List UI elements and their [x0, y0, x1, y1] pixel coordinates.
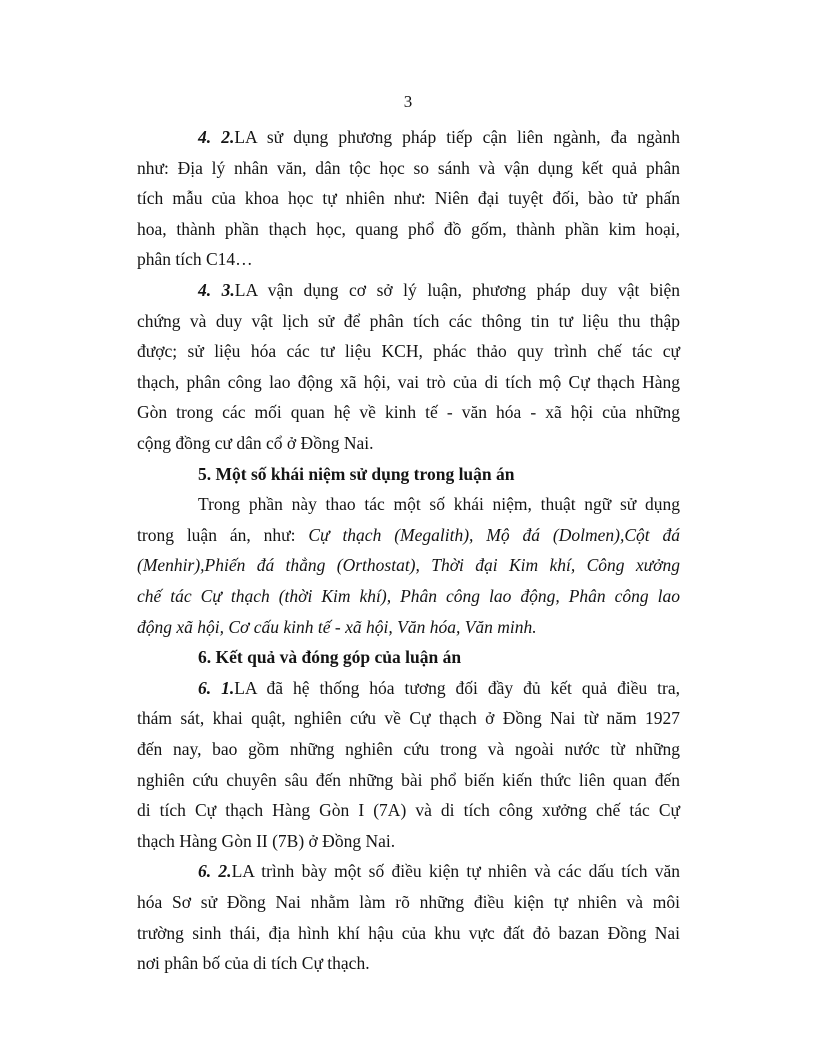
line-text: nghiên cứu chuyên sâu đến những bài phổ biến kiến thức liên quan đến [137, 769, 680, 790]
text-line [198, 126, 680, 148]
line-text: LA sử dụng phương pháp tiếp cận liên ngành, đa ngành [234, 127, 681, 147]
line-text: 6. Kết quả và đóng góp của luận án [198, 647, 462, 668]
text-line [137, 187, 680, 209]
item-number: 4. 3. [198, 280, 235, 300]
line-text: LA trình bày một số điều kiện tự nhiên và các dấu tích văn [231, 861, 681, 882]
line-text: di tích Cự thạch Hàng Gòn I (7A) và di tích công xưởng chế tác Cự [137, 800, 680, 821]
line-text: nơi phân bố của di tích Cự thạch. [137, 953, 370, 974]
line-text: như: Địa lý nhân văn, dân tộc học so sánh và vận dụng kết quả phân [137, 157, 680, 178]
text-line [137, 707, 680, 729]
text-line [137, 769, 680, 791]
text-line [137, 952, 370, 974]
line-text: thạch Hàng Gòn II (7B) ở Đồng Nai. [137, 830, 396, 851]
text-line [137, 830, 395, 852]
line-text: Trong phần này thao tác một số khái niệm, thuật ngữ sử dụng [198, 494, 680, 515]
section-heading [198, 646, 461, 668]
text-line [137, 310, 680, 332]
line-text: cộng đồng cư dân cổ ở Đồng Nai. [137, 433, 374, 453]
item-number: 6. 2. [198, 861, 232, 882]
line-text: Gòn trong các mối quan hệ về kinh tế - văn hóa - xã hội của những [137, 402, 680, 423]
line-text: chứng và duy vật lịch sử để phân tích các thông tin tư liệu thu thập [137, 310, 680, 331]
line-text: trường sinh thái, địa hình khí hậu của khu vực đất đỏ bazan Đồng Nai [137, 922, 680, 943]
text-line [198, 279, 680, 301]
line-text: phân tích C14… [137, 249, 253, 270]
text-line [137, 248, 253, 270]
text-line [137, 371, 680, 393]
text-line [137, 922, 680, 944]
line-text: hoa, thành phần thạch học, quang phổ đồ gốm, thành phần kim hoại, [137, 218, 680, 239]
text-line [137, 585, 680, 607]
text-line [137, 554, 680, 576]
italic-term: (Menhir),Phiến đá thẳng (Orthostat), Thời đại Kim khí, Công xưởng [137, 555, 680, 576]
line-text: trong luận án, như: [137, 524, 309, 545]
line-text: đến nay, bao gồm những nghiên cứu trong và ngoài nước từ những [137, 739, 680, 759]
page-number: 3 [403, 92, 413, 111]
item-number: 6. 1. [198, 677, 235, 698]
text-line [137, 799, 680, 821]
line-text: hóa Sơ sử Đồng Nai nhằm làm rõ những điều kiện tự nhiên và môi [137, 892, 680, 912]
text-line [137, 891, 680, 913]
line-text: thạch, phân công lao động xã hội, vai trò của di tích mộ Cự thạch Hàng [137, 371, 680, 392]
line-text: LA đã hệ thống hóa tương đối đầy đủ kết quả điều tra, [234, 677, 680, 698]
text-line [137, 738, 680, 760]
text-line [137, 524, 680, 546]
text-line [137, 340, 680, 362]
text-line [137, 401, 680, 423]
line-text: LA vận dụng cơ sở lý luận, phương pháp duy vật biện [234, 280, 681, 300]
italic-term: Cự thạch (Megalith), Mộ đá (Dolmen),Cột đá [308, 524, 680, 545]
text-line [198, 677, 680, 699]
line-text: tích mẫu của khoa học tự nhiên như: Niên đại tuyệt đối, bào tử phấn [137, 188, 680, 209]
item-number: 4. 2. [198, 127, 235, 147]
line-text: thám sát, khai quật, nghiên cứu về Cự thạch ở Đồng Nai từ năm 1927 [137, 708, 680, 729]
text-line [137, 432, 373, 454]
text-line [198, 860, 680, 882]
text-line [137, 157, 680, 179]
text-line [137, 616, 537, 638]
text-line [137, 218, 680, 240]
line-text: 5. Một số khái niệm sử dụng trong luận án [198, 463, 515, 484]
text-line [198, 493, 680, 515]
italic-term: động xã hội, Cơ cấu kinh tế - xã hội, Văn hóa, Văn minh. [137, 616, 537, 637]
italic-term: chế tác Cự thạch (thời Kim khí), Phân công lao động, Phân công lao [137, 586, 680, 606]
line-text: được; sử liệu hóa các tư liệu KCH, phác thảo quy trình chế tác cự [137, 341, 680, 362]
section-heading [198, 463, 515, 485]
